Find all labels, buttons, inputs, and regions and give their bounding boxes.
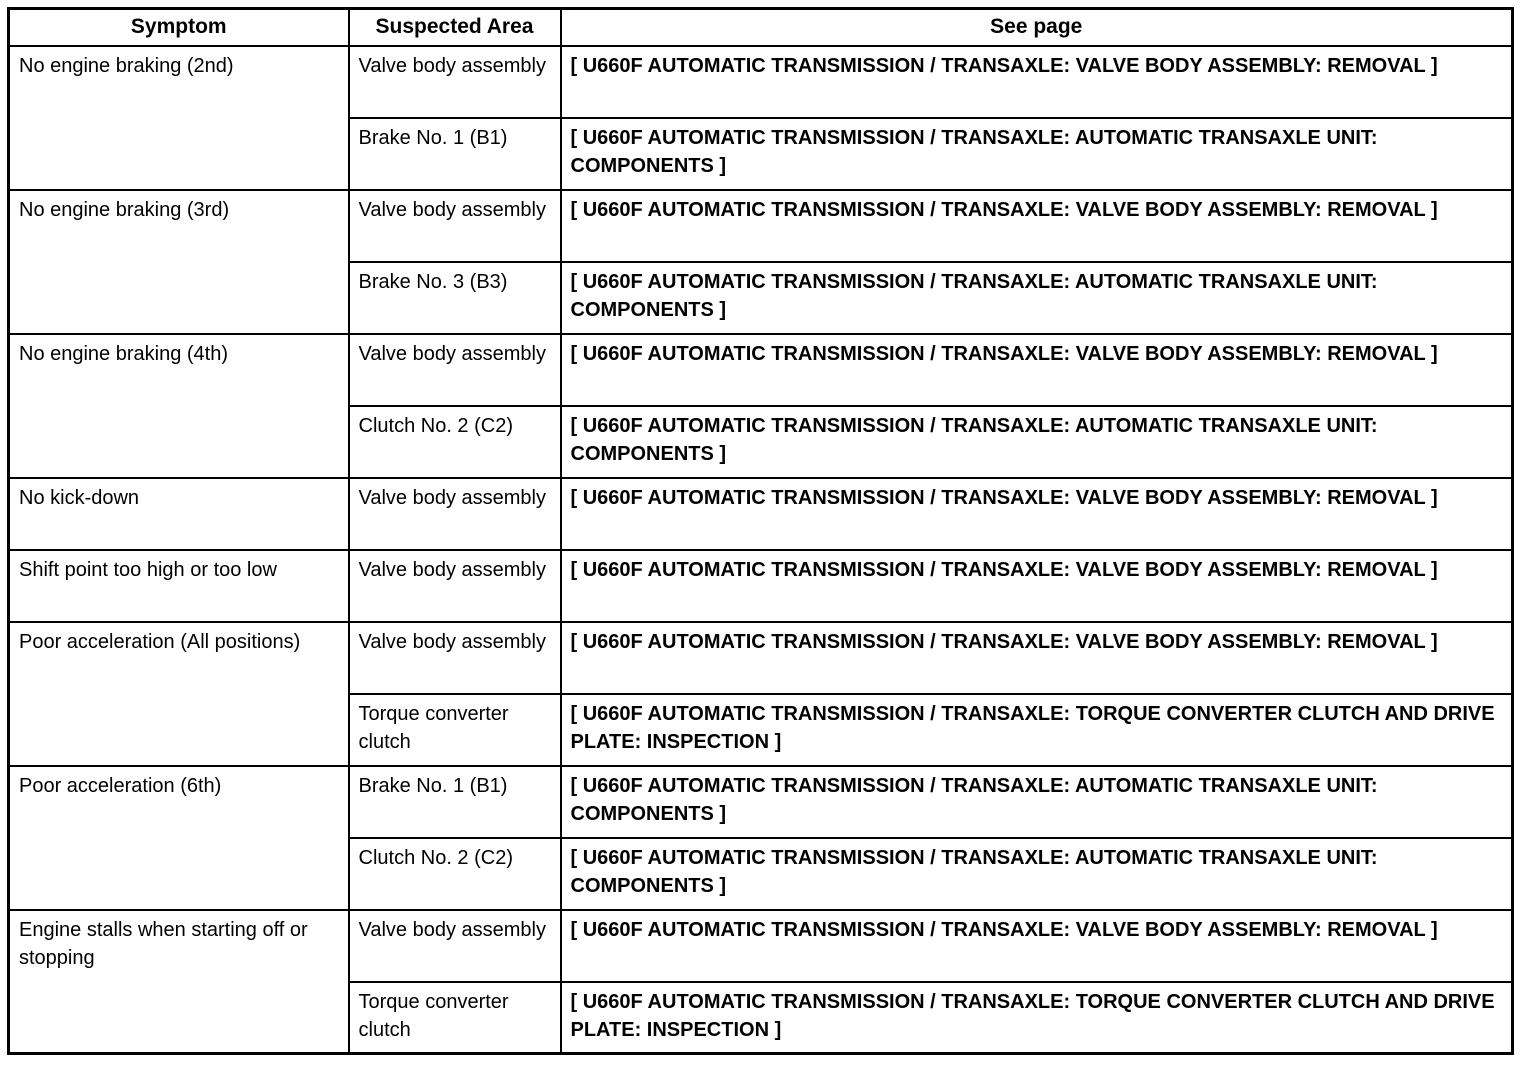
see-page-reference-link[interactable]: [ U660F AUTOMATIC TRANSMISSION / TRANSAXLE: AUTOMATIC TRANSAXLE UNIT: COMPONENTS ] bbox=[561, 262, 1513, 334]
table-row bbox=[9, 622, 1513, 694]
see-page-reference-link[interactable]: [ U660F AUTOMATIC TRANSMISSION / TRANSAXLE: VALVE BODY ASSEMBLY: REMOVAL ] bbox=[561, 190, 1513, 262]
table-row bbox=[9, 334, 1513, 406]
see-page-reference-link[interactable]: [ U660F AUTOMATIC TRANSMISSION / TRANSAXLE: VALVE BODY ASSEMBLY: REMOVAL ] bbox=[561, 46, 1513, 118]
suspected-area-cell: Brake No. 1 (B1) bbox=[349, 766, 561, 838]
symptom-cell: No engine braking (4th) bbox=[9, 334, 349, 478]
symptom-cell: No engine braking (2nd) bbox=[9, 46, 349, 190]
suspected-area-cell: Valve body assembly bbox=[349, 46, 561, 118]
column-header-see-page: See page bbox=[561, 9, 1513, 46]
see-page-reference-link[interactable]: [ U660F AUTOMATIC TRANSMISSION / TRANSAXLE: TORQUE CONVERTER CLUTCH AND DRIVE PLATE: INSPECTION ] bbox=[561, 982, 1513, 1054]
see-page-reference-link[interactable]: [ U660F AUTOMATIC TRANSMISSION / TRANSAXLE: VALVE BODY ASSEMBLY: REMOVAL ] bbox=[561, 478, 1513, 550]
table-row bbox=[9, 766, 1513, 838]
table-row bbox=[9, 190, 1513, 262]
suspected-area-cell: Torque converter clutch bbox=[349, 982, 561, 1054]
symptom-cell: Poor acceleration (6th) bbox=[9, 766, 349, 910]
table-row bbox=[9, 46, 1513, 118]
table-header-row bbox=[9, 9, 1513, 46]
symptom-cell: Poor acceleration (All positions) bbox=[9, 622, 349, 766]
see-page-reference-link[interactable]: [ U660F AUTOMATIC TRANSMISSION / TRANSAXLE: AUTOMATIC TRANSAXLE UNIT: COMPONENTS ] bbox=[561, 118, 1513, 190]
see-page-reference-link[interactable]: [ U660F AUTOMATIC TRANSMISSION / TRANSAXLE: VALVE BODY ASSEMBLY: REMOVAL ] bbox=[561, 550, 1513, 622]
see-page-reference-link[interactable]: [ U660F AUTOMATIC TRANSMISSION / TRANSAXLE: VALVE BODY ASSEMBLY: REMOVAL ] bbox=[561, 622, 1513, 694]
symptom-cell: No engine braking (3rd) bbox=[9, 190, 349, 334]
column-header-suspected-area: Suspected Area bbox=[349, 9, 561, 46]
symptom-troubleshooting-table bbox=[7, 7, 1514, 1055]
suspected-area-cell: Valve body assembly bbox=[349, 622, 561, 694]
suspected-area-cell: Valve body assembly bbox=[349, 478, 561, 550]
suspected-area-cell: Valve body assembly bbox=[349, 910, 561, 982]
suspected-area-cell: Brake No. 3 (B3) bbox=[349, 262, 561, 334]
table-row bbox=[9, 910, 1513, 982]
symptom-cell: Shift point too high or too low bbox=[9, 550, 349, 622]
suspected-area-cell: Valve body assembly bbox=[349, 334, 561, 406]
see-page-reference-link[interactable]: [ U660F AUTOMATIC TRANSMISSION / TRANSAXLE: AUTOMATIC TRANSAXLE UNIT: COMPONENTS ] bbox=[561, 838, 1513, 910]
suspected-area-cell: Brake No. 1 (B1) bbox=[349, 118, 561, 190]
suspected-area-cell: Valve body assembly bbox=[349, 190, 561, 262]
suspected-area-cell: Torque converter clutch bbox=[349, 694, 561, 766]
see-page-reference-link[interactable]: [ U660F AUTOMATIC TRANSMISSION / TRANSAXLE: VALVE BODY ASSEMBLY: REMOVAL ] bbox=[561, 334, 1513, 406]
symptom-cell: No kick-down bbox=[9, 478, 349, 550]
table-row bbox=[9, 478, 1513, 550]
suspected-area-cell: Clutch No. 2 (C2) bbox=[349, 406, 561, 478]
see-page-reference-link[interactable]: [ U660F AUTOMATIC TRANSMISSION / TRANSAXLE: AUTOMATIC TRANSAXLE UNIT: COMPONENTS ] bbox=[561, 766, 1513, 838]
suspected-area-cell: Valve body assembly bbox=[349, 550, 561, 622]
suspected-area-cell: Clutch No. 2 (C2) bbox=[349, 838, 561, 910]
see-page-reference-link[interactable]: [ U660F AUTOMATIC TRANSMISSION / TRANSAXLE: TORQUE CONVERTER CLUTCH AND DRIVE PLATE: INSPECTION ] bbox=[561, 694, 1513, 766]
see-page-reference-link[interactable]: [ U660F AUTOMATIC TRANSMISSION / TRANSAXLE: AUTOMATIC TRANSAXLE UNIT: COMPONENTS ] bbox=[561, 406, 1513, 478]
table-row bbox=[9, 550, 1513, 622]
see-page-reference-link[interactable]: [ U660F AUTOMATIC TRANSMISSION / TRANSAXLE: VALVE BODY ASSEMBLY: REMOVAL ] bbox=[561, 910, 1513, 982]
column-header-symptom: Symptom bbox=[9, 9, 349, 46]
symptom-cell: Engine stalls when starting off or stopping bbox=[9, 910, 349, 1054]
